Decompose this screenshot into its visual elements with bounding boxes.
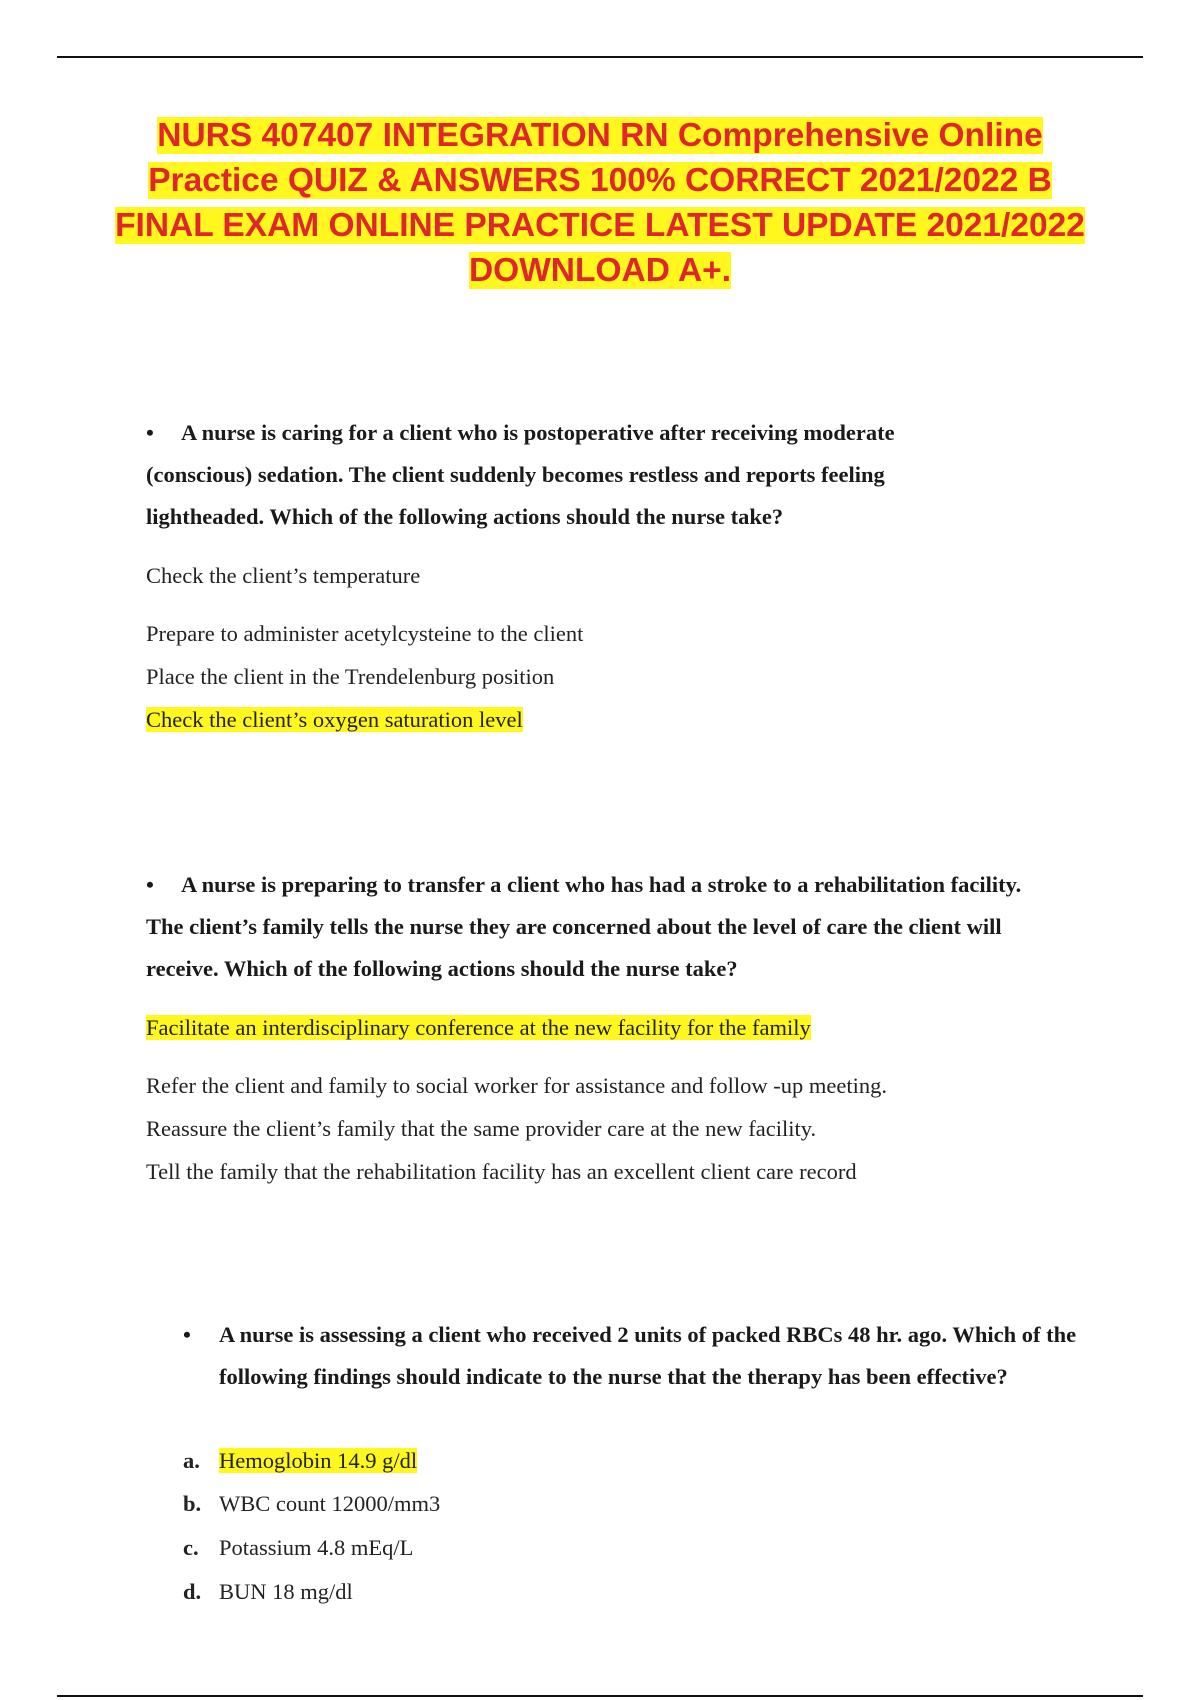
option-letter: c. <box>183 1535 199 1560</box>
question-2 <box>146 864 1026 990</box>
question-1-option-4 <box>146 705 523 735</box>
top-rule <box>57 56 1143 58</box>
question-3-text: A nurse is assessing a client who received 2 units of packed RBCs 48 hr. ago. Which of the following findings should indicate to the nurse that the therapy has been effective? <box>219 1322 1077 1389</box>
title-line-2: Practice QUIZ & ANSWERS 100% CORRECT 2021/2022 B <box>148 162 1052 199</box>
question-3 <box>183 1314 1083 1398</box>
bottom-rule <box>57 1695 1143 1697</box>
option-text: BUN 18 mg/dl <box>219 1579 353 1604</box>
question-2-text: A nurse is preparing to transfer a client who has had a stroke to a rehabilitation facility. The client’s family tells the nurse they are concerned about the level of care the client will receive. Which of the following actions should the nurse take? <box>146 872 1022 981</box>
question-1-option-2: Prepare to administer acetylcysteine to the client <box>146 621 584 646</box>
title-line-4: DOWNLOAD A+. <box>468 252 732 289</box>
option-text: WBC count 12000/mm3 <box>219 1491 441 1516</box>
question-3-option-d <box>183 1577 353 1607</box>
question-1-option-1: Check the client’s temperature <box>146 563 421 588</box>
question-1-text: A nurse is caring for a client who is postoperative after receiving moderate (conscious) sedation. The client suddenly becomes restless and reports feeling lightheaded. Which of the following actions should the nurse take? <box>146 420 895 529</box>
option-letter: b. <box>183 1491 202 1516</box>
question-3-option-c <box>183 1533 413 1563</box>
question-2-answer-highlight: Facilitate an interdisciplinary conference at the new facility for the family <box>146 1015 811 1040</box>
bullet: • <box>146 420 154 445</box>
option-text: Potassium 4.8 mEq/L <box>219 1535 414 1560</box>
option-letter: d. <box>183 1579 202 1604</box>
question-1 <box>146 412 976 538</box>
title-line-1: NURS 407407 INTEGRATION RN Comprehensive Online <box>157 117 1043 154</box>
question-2-option-1 <box>146 1013 811 1043</box>
question-2-option-3: Reassure the client’s family that the same provider care at the new facility. <box>146 1116 817 1141</box>
document-title <box>40 113 1160 293</box>
question-3-answer-highlight: Hemoglobin 14.9 g/dl <box>219 1448 418 1473</box>
question-3-option-a <box>183 1446 417 1476</box>
title-line-3: FINAL EXAM ONLINE PRACTICE LATEST UPDATE 2021/2022 <box>115 207 1085 244</box>
bullet: • <box>183 1322 191 1347</box>
option-letter: a. <box>183 1448 200 1473</box>
question-3-option-b <box>183 1489 440 1519</box>
question-2-option-4: Tell the family that the rehabilitation facility has an excellent client care record <box>146 1159 857 1184</box>
question-1-option-3: Place the client in the Trendelenburg position <box>146 664 555 689</box>
bullet: • <box>146 872 154 897</box>
question-1-answer-highlight: Check the client’s oxygen saturation level <box>146 707 523 732</box>
question-2-option-2: Refer the client and family to social worker for assistance and follow -up meeting. <box>146 1073 888 1098</box>
